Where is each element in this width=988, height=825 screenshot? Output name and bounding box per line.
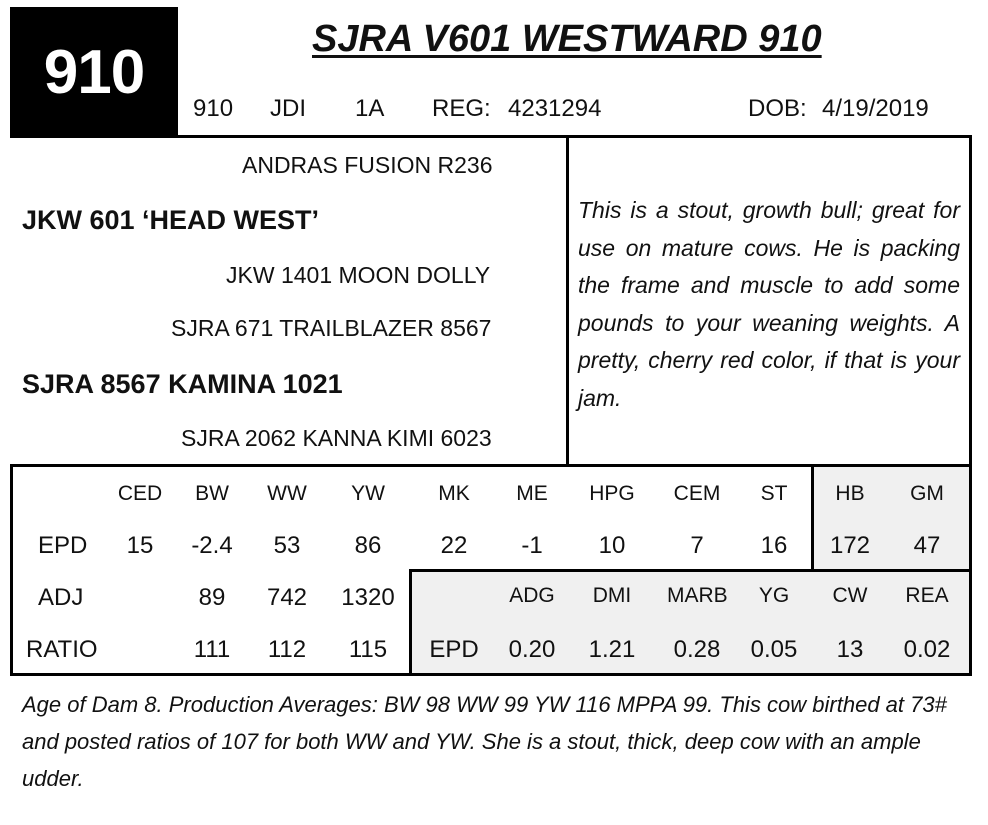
- header-adg: ADG: [509, 584, 555, 607]
- hb-gm-divider: [811, 464, 814, 572]
- epd-cem: 7: [690, 532, 704, 559]
- adj-bw: 89: [198, 584, 226, 611]
- pedigree-dam: SJRA 8567 KAMINA 1021: [22, 369, 343, 399]
- pedigree-dam-dam: SJRA 2062 KANNA KIMI 6023: [181, 425, 492, 451]
- carcass-adg: 0.20: [508, 636, 556, 663]
- header-gm: GM: [910, 482, 944, 505]
- header-dmi: DMI: [592, 584, 632, 607]
- header-hb: HB: [835, 482, 865, 505]
- epd-mk: 22: [440, 532, 468, 559]
- carcass-epd-label: EPD: [429, 636, 479, 663]
- header-me: ME: [516, 482, 548, 505]
- header-yw: YW: [351, 482, 385, 505]
- header-st: ST: [760, 482, 788, 505]
- epd-me: -1: [521, 532, 543, 559]
- table-bottom-border: [10, 673, 972, 676]
- dob-value: 4/19/2019: [822, 95, 929, 122]
- epd-ww: 53: [273, 532, 301, 559]
- pedigree-sire-sire: ANDRAS FUSION R236: [242, 152, 493, 178]
- lot-number: 910: [10, 7, 178, 137]
- epd-gm: 47: [913, 532, 941, 559]
- table-left-border: [10, 464, 13, 676]
- header-hpg: HPG: [589, 482, 635, 505]
- epd-row-label: EPD: [38, 532, 88, 559]
- description-box-right-border: [969, 135, 972, 467]
- carcass-cw: 13: [836, 636, 864, 663]
- epd-hb: 172: [829, 532, 871, 559]
- pedigree-sire: JKW 601 ‘HEAD WEST’: [22, 205, 320, 235]
- header-mk: MK: [438, 482, 470, 505]
- carcass-rea: 0.02: [903, 636, 951, 663]
- carcass-dmi: 1.21: [588, 636, 636, 663]
- class-code: 1A: [355, 95, 385, 122]
- header-cem: CEM: [673, 482, 721, 505]
- adj-yw: 1320: [341, 584, 395, 611]
- epd-ced: 15: [126, 532, 154, 559]
- carcass-top-divider: [409, 569, 972, 572]
- header-divider: [10, 135, 972, 138]
- header-bw: BW: [195, 482, 229, 505]
- ratio-row-label: RATIO: [26, 636, 98, 663]
- pedigree-dam-sire: SJRA 671 TRAILBLAZER 8567: [171, 315, 492, 341]
- header-rea: REA: [905, 584, 949, 607]
- ratio-yw: 115: [348, 636, 388, 663]
- tag-number: 910: [193, 95, 234, 122]
- herd-prefix: JDI: [270, 95, 306, 122]
- carcass-left-divider: [409, 569, 412, 675]
- header-yg: YG: [758, 584, 790, 607]
- carcass-yg: 0.05: [750, 636, 798, 663]
- adj-ww: 742: [266, 584, 308, 611]
- epd-bw: -2.4: [191, 532, 233, 559]
- epd-yw: 86: [354, 532, 382, 559]
- dam-notes: Age of Dam 8. Production Averages: BW 98 WW 99 YW 116 MPPA 99. This cow birthed at 73# and posted ratios of 107 for both WW and YW. She is a stout, thick, deep cow with an ample udder.: [22, 692, 947, 791]
- header-ced: CED: [117, 482, 163, 505]
- header-marb: MARB: [667, 584, 728, 607]
- header-ww: WW: [267, 482, 307, 505]
- reg-label: REG:: [432, 95, 491, 122]
- dob-label: DOB:: [748, 95, 807, 122]
- description-box-left-border: [566, 135, 569, 467]
- table-top-border: [10, 464, 972, 467]
- reg-number: 4231294: [508, 95, 602, 122]
- bull-name: SJRA V601 WESTWARD 910: [312, 18, 822, 60]
- ratio-ww: 112: [267, 636, 307, 663]
- epd-hpg: 10: [598, 532, 626, 559]
- adj-row-label: ADJ: [38, 584, 84, 611]
- epd-st: 16: [760, 532, 788, 559]
- header-cw: CW: [832, 584, 868, 607]
- bull-description: This is a stout, growth bull; great for use on mature cows. He is packing the frame and muscle to add some pounds to your weaning weights. A pretty, cherry red color, if that is your jam.: [578, 197, 960, 411]
- carcass-marb: 0.28: [673, 636, 721, 663]
- pedigree-sire-dam: JKW 1401 MOON DOLLY: [226, 262, 491, 288]
- ratio-bw: 111: [193, 636, 231, 663]
